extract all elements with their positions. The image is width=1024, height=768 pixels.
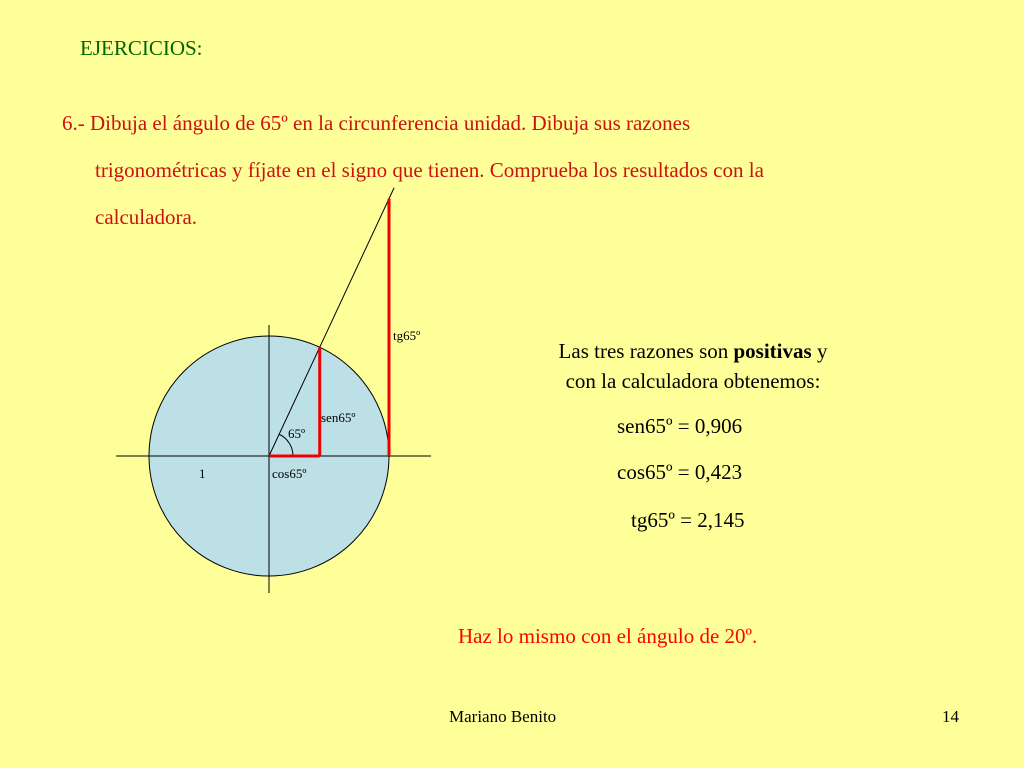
results-panel [513,336,873,532]
results-intro-text: Las tres razones son [558,339,734,363]
cosine-value: cos65º = 0,423 [617,460,743,484]
cosine-label: cos65º [272,466,307,481]
exercise-line-2: trigonométricas y fíjate en el signo que tienen. Comprueba los resultados con la [95,158,764,182]
radius-label: 1 [199,466,206,481]
slide-heading: EJERCICIOS: [80,36,203,60]
exercise-line-1: 6.- Dibuja el ángulo de 65º en la circunferencia unidad. Dibuja sus razones [62,111,691,135]
results-intro-tail: y [811,339,828,363]
sine-label: sen65º [321,410,356,425]
exercise-line-3: calculadora. [95,205,198,229]
angle-label: 65º [288,426,306,441]
tangent-label: tg65º [393,328,421,343]
results-intro-line-2: con la calculadora obtenemos: [565,369,821,393]
results-intro-emphasis: positivas [733,339,812,363]
tangent-value: tg65º = 2,145 [631,508,745,532]
results-intro [513,336,873,396]
follow-up-task: Haz lo mismo con el ángulo de 20º. [458,624,758,648]
footer-author: Mariano Benito [449,707,557,726]
sine-value: sen65º = 0,906 [617,414,743,438]
page-number: 14 [942,707,959,726]
